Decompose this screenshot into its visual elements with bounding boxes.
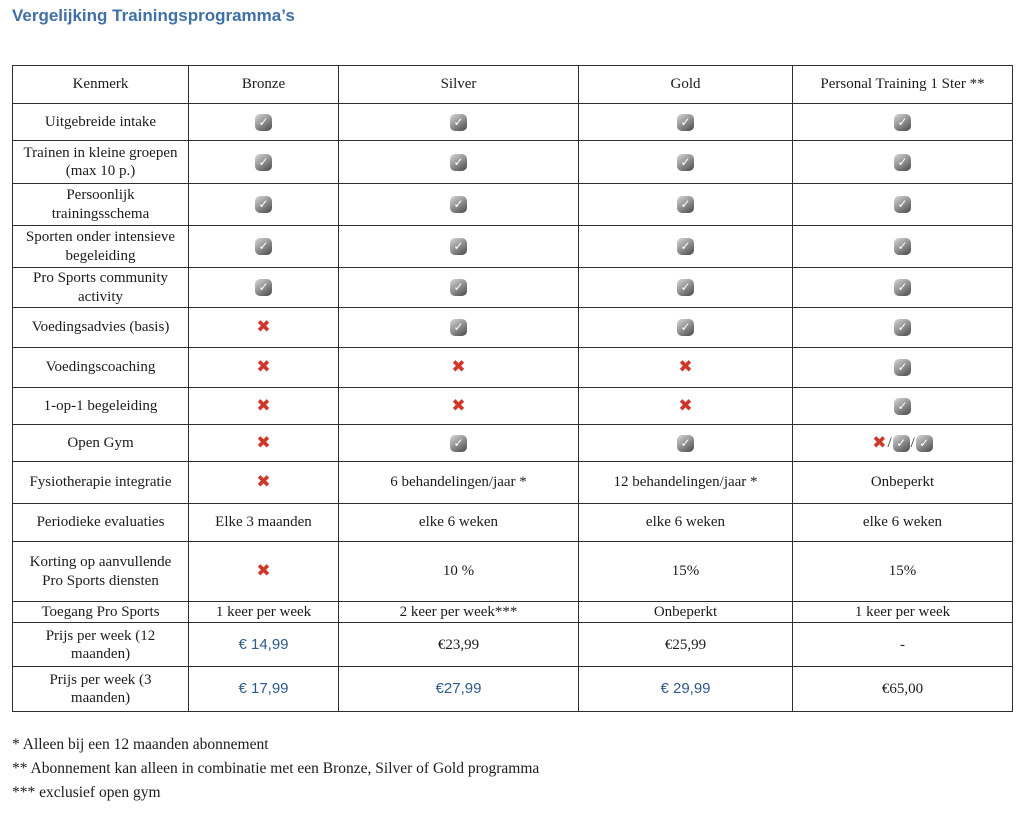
- table-row: [13, 462, 1013, 504]
- table-row: [13, 425, 1013, 462]
- check-cell: [339, 268, 579, 308]
- table-row: [13, 504, 1013, 542]
- cross-cell: [189, 308, 339, 348]
- feature-cell: Toegang Pro Sports: [13, 602, 189, 623]
- table-row: [13, 602, 1013, 623]
- check-cell: [339, 141, 579, 184]
- cross-cell: [189, 425, 339, 462]
- price-cell: € 29,99: [579, 667, 793, 712]
- comparison-table: [12, 65, 1013, 712]
- text-cell: Elke 3 maanden: [189, 504, 339, 542]
- check-icon: ✓: [677, 196, 694, 213]
- check-icon: ✓: [450, 319, 467, 336]
- check-cell: [579, 268, 793, 308]
- check-icon: ✓: [255, 114, 272, 131]
- cross-cell: [189, 462, 339, 504]
- price-cell: € 17,99: [189, 667, 339, 712]
- check-icon: ✓: [255, 196, 272, 213]
- col-header-silver: Silver: [339, 66, 579, 104]
- col-header-kenmerk: Kenmerk: [13, 66, 189, 104]
- feature-cell: Voedingsadvies (basis): [13, 308, 189, 348]
- text-cell: 15%: [793, 542, 1013, 602]
- text-cell: -: [793, 623, 1013, 667]
- check-cell: [793, 308, 1013, 348]
- check-icon: ✓: [255, 238, 272, 255]
- feature-cell: Open Gym: [13, 425, 189, 462]
- feature-cell: Prijs per week (3 maanden): [13, 667, 189, 712]
- cross-icon: ✖: [256, 561, 271, 582]
- slash-separator: /: [887, 435, 892, 452]
- feature-cell: Fysiotherapie integratie: [13, 462, 189, 504]
- table-row: [13, 348, 1013, 388]
- feature-cell: Sporten onder intensieve begeleiding: [13, 226, 189, 268]
- check-cell: [793, 104, 1013, 141]
- cross-cell: [339, 388, 579, 425]
- check-icon: ✓: [916, 435, 933, 452]
- text-cell: elke 6 weken: [579, 504, 793, 542]
- check-icon: ✓: [677, 319, 694, 336]
- slash-separator: /: [910, 435, 915, 452]
- cross-cell: [189, 542, 339, 602]
- text-cell: 6 behandelingen/jaar *: [339, 462, 579, 504]
- check-cell: [793, 141, 1013, 184]
- check-icon: ✓: [677, 238, 694, 255]
- check-icon: ✓: [450, 238, 467, 255]
- check-cell: [579, 141, 793, 184]
- col-header-personal: Personal Training 1 Ster **: [793, 66, 1013, 104]
- check-icon: ✓: [894, 154, 911, 171]
- check-icon: ✓: [450, 114, 467, 131]
- check-cell: [339, 308, 579, 348]
- cross-icon: ✖: [256, 357, 271, 378]
- price-cell: € 14,99: [189, 623, 339, 667]
- check-icon: ✓: [255, 154, 272, 171]
- feature-cell: Prijs per week (12 maanden): [13, 623, 189, 667]
- table-row: [13, 268, 1013, 308]
- feature-cell: 1-op-1 begeleiding: [13, 388, 189, 425]
- cross-icon: ✖: [256, 472, 271, 493]
- check-cell: [189, 104, 339, 141]
- check-cell: [793, 184, 1013, 226]
- check-cell: [339, 104, 579, 141]
- table-row: [13, 623, 1013, 667]
- check-icon: ✓: [894, 114, 911, 131]
- cross-icon: ✖: [872, 432, 887, 453]
- check-icon: ✓: [894, 238, 911, 255]
- cross-cell: [339, 348, 579, 388]
- check-icon: ✓: [450, 154, 467, 171]
- check-icon: ✓: [894, 359, 911, 376]
- check-icon: ✓: [894, 279, 911, 296]
- check-cell: [189, 141, 339, 184]
- table-row: [13, 388, 1013, 425]
- cross-cell: [579, 348, 793, 388]
- feature-cell: Pro Sports community activity: [13, 268, 189, 308]
- footnotes: [12, 736, 539, 808]
- check-icon: ✓: [450, 435, 467, 452]
- table-row: [13, 184, 1013, 226]
- col-header-gold: Gold: [579, 66, 793, 104]
- check-cell: [579, 308, 793, 348]
- check-icon: ✓: [893, 435, 910, 452]
- text-cell: 12 behandelingen/jaar *: [579, 462, 793, 504]
- price-cell: €27,99: [339, 667, 579, 712]
- text-cell: €25,99: [579, 623, 793, 667]
- page-title: Vergelijking Trainingsprogramma’s: [12, 6, 295, 25]
- header-row: [13, 66, 1013, 104]
- check-icon: ✓: [450, 196, 467, 213]
- cross-icon: ✖: [451, 395, 466, 416]
- table-row: [13, 542, 1013, 602]
- footnote-2: ** Abonnement kan alleen in combinatie met een Bronze, Silver of Gold programma: [12, 760, 540, 777]
- check-cell: [339, 425, 579, 462]
- table-body: [13, 104, 1013, 712]
- feature-cell: Persoonlijk trainingsschema: [13, 184, 189, 226]
- mixed-cell: [793, 425, 1013, 462]
- text-cell: €65,00: [793, 667, 1013, 712]
- table-row: [13, 104, 1013, 141]
- cross-cell: [579, 388, 793, 425]
- cross-cell: [189, 388, 339, 425]
- check-icon: ✓: [677, 114, 694, 131]
- check-cell: [339, 184, 579, 226]
- check-cell: [579, 104, 793, 141]
- text-cell: Onbeperkt: [793, 462, 1013, 504]
- table-row: [13, 308, 1013, 348]
- text-cell: elke 6 weken: [339, 504, 579, 542]
- cross-icon: ✖: [256, 317, 271, 338]
- check-icon: ✓: [677, 279, 694, 296]
- table-row: [13, 226, 1013, 268]
- check-icon: ✓: [677, 154, 694, 171]
- text-cell: Onbeperkt: [579, 602, 793, 623]
- text-cell: 15%: [579, 542, 793, 602]
- text-cell: 1 keer per week: [189, 602, 339, 623]
- feature-cell: Voedingscoaching: [13, 348, 189, 388]
- col-header-bronze: Bronze: [189, 66, 339, 104]
- text-cell: 1 keer per week: [793, 602, 1013, 623]
- text-cell: elke 6 weken: [793, 504, 1013, 542]
- cross-icon: ✖: [678, 357, 693, 378]
- footnote-1: * Alleen bij een 12 maanden abonnement: [12, 736, 269, 753]
- check-cell: [579, 226, 793, 268]
- check-cell: [793, 226, 1013, 268]
- text-cell: 10 %: [339, 542, 579, 602]
- check-icon: ✓: [894, 319, 911, 336]
- check-cell: [579, 425, 793, 462]
- text-cell: €23,99: [339, 623, 579, 667]
- cross-icon: ✖: [256, 395, 271, 416]
- check-cell: [189, 184, 339, 226]
- cross-icon: ✖: [256, 432, 271, 453]
- check-cell: [189, 268, 339, 308]
- check-icon: ✓: [450, 279, 467, 296]
- cross-icon: ✖: [678, 395, 693, 416]
- check-icon: ✓: [894, 398, 911, 415]
- check-cell: [793, 268, 1013, 308]
- check-cell: [339, 226, 579, 268]
- cross-icon: ✖: [451, 357, 466, 378]
- feature-cell: Trainen in kleine groepen (max 10 p.): [13, 141, 189, 184]
- cross-cell: [189, 348, 339, 388]
- check-cell: [189, 226, 339, 268]
- table-row: [13, 141, 1013, 184]
- check-icon: ✓: [255, 279, 272, 296]
- text-cell: 2 keer per week***: [339, 602, 579, 623]
- check-cell: [793, 348, 1013, 388]
- footnote-3: *** exclusief open gym: [12, 784, 161, 801]
- check-cell: [579, 184, 793, 226]
- check-icon: ✓: [894, 196, 911, 213]
- check-icon: ✓: [677, 435, 694, 452]
- feature-cell: Uitgebreide intake: [13, 104, 189, 141]
- table-row: [13, 667, 1013, 712]
- feature-cell: Periodieke evaluaties: [13, 504, 189, 542]
- feature-cell: Korting op aanvullende Pro Sports diensten: [13, 542, 189, 602]
- check-cell: [793, 388, 1013, 425]
